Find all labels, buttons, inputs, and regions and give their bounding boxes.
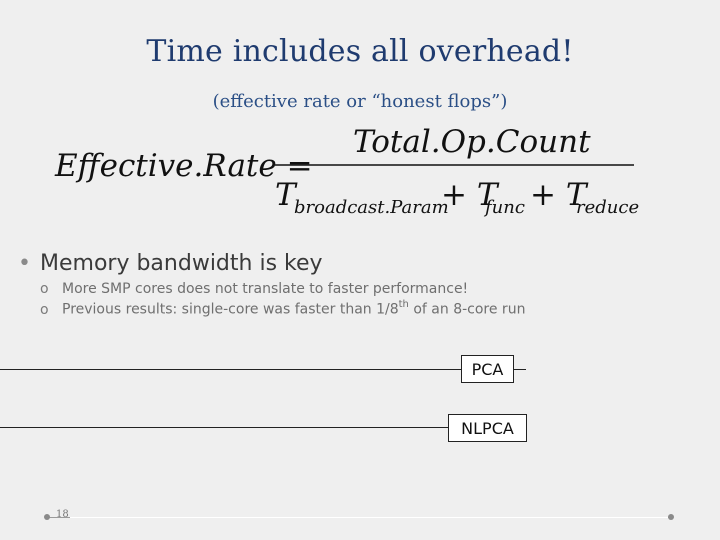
- bullet-marker: •: [18, 251, 31, 276]
- bullet-memory-bandwidth: [18, 251, 323, 276]
- nlpca-box: NLPCA: [448, 414, 527, 442]
- formula-t1: T: [275, 177, 296, 213]
- pca-connector-tail: [514, 369, 526, 370]
- sub-item-smp-cores: [40, 281, 468, 297]
- footer-right-dot-icon: [668, 514, 674, 520]
- nlpca-connector-line: [0, 427, 448, 428]
- footer-rule-highlight: [70, 517, 668, 518]
- page-number: 18: [56, 509, 69, 520]
- sub-item-marker: o: [40, 301, 49, 318]
- sub-item-superscript: th: [398, 299, 409, 310]
- formula-plus1: + T: [441, 177, 498, 213]
- effective-rate-formula: [0, 0, 720, 240]
- bullet-text: Memory bandwidth is key: [40, 251, 323, 276]
- sub-item-text-after: of an 8-core run: [408, 301, 526, 318]
- formula-t3-sub: reduce: [576, 197, 640, 218]
- formula-t2-sub: func: [485, 197, 525, 218]
- footer-left-dot-icon: [44, 514, 50, 520]
- slide-title: Time includes all overhead!: [146, 34, 574, 69]
- formula-numerator: Total.Op.Count: [353, 124, 591, 160]
- formula-plus2: + T: [530, 177, 587, 213]
- pca-box: PCA: [461, 355, 514, 383]
- sub-item-marker: o: [40, 281, 49, 297]
- pca-connector-line: [0, 369, 461, 370]
- slide-subtitle: (effective rate or “honest flops”): [212, 91, 508, 112]
- sub-item-previous-results: [40, 300, 525, 318]
- sub-item-text: More SMP cores does not translate to faster performance!: [62, 281, 469, 297]
- sub-item-text-before: Previous results: single-core was faster than 1/8: [62, 301, 399, 318]
- formula-t1-sub: broadcast.Param: [294, 197, 449, 218]
- formula-lhs: Effective.Rate =: [55, 148, 313, 184]
